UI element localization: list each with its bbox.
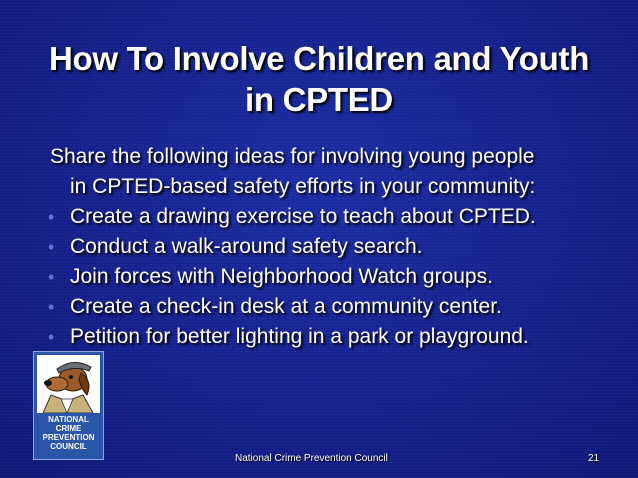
logo-line: NATIONAL — [48, 415, 89, 424]
bullet-icon: • — [48, 237, 55, 257]
bullet-item — [50, 232, 630, 262]
intro-paragraph — [50, 142, 630, 202]
logo-line: COUNCIL — [50, 442, 87, 451]
title-line-2: in CPTED — [245, 81, 393, 118]
bullet-icon: • — [48, 207, 55, 227]
bullet-list — [50, 202, 630, 352]
slide-title — [0, 38, 638, 120]
bullet-item — [50, 262, 630, 292]
logo-text — [34, 415, 103, 451]
bullet-text: Conduct a walk-around safety search. — [70, 235, 423, 258]
intro-line-1: Share the following ideas for involving young people — [50, 145, 535, 168]
intro-line-2: in CPTED-based safety efforts in your community: — [70, 175, 536, 198]
title-line-1: How To Involve Children and Youth — [48, 40, 590, 77]
bullet-text: Create a check-in desk at a community center. — [70, 295, 502, 318]
slide-body — [50, 142, 630, 352]
ncpc-logo — [33, 351, 104, 460]
page-number: 21 — [588, 453, 600, 464]
bullet-text: Petition for better lighting in a park or playground. — [70, 325, 529, 348]
mcgruff-dog-icon — [37, 355, 100, 413]
bullet-text: Join forces with Neighborhood Watch groups. — [70, 265, 493, 288]
bullet-icon: • — [48, 297, 55, 317]
logo-line: CRIME — [55, 424, 82, 433]
footer-organization: National Crime Prevention Council — [235, 453, 388, 464]
bullet-icon: • — [48, 267, 55, 287]
bullet-item — [50, 202, 630, 232]
bullet-text: Create a drawing exercise to teach about CPTED. — [70, 205, 536, 228]
bullet-item — [50, 292, 630, 322]
bullet-item — [50, 322, 630, 352]
logo-line: PREVENTION — [42, 433, 95, 442]
bullet-icon: • — [48, 327, 55, 347]
